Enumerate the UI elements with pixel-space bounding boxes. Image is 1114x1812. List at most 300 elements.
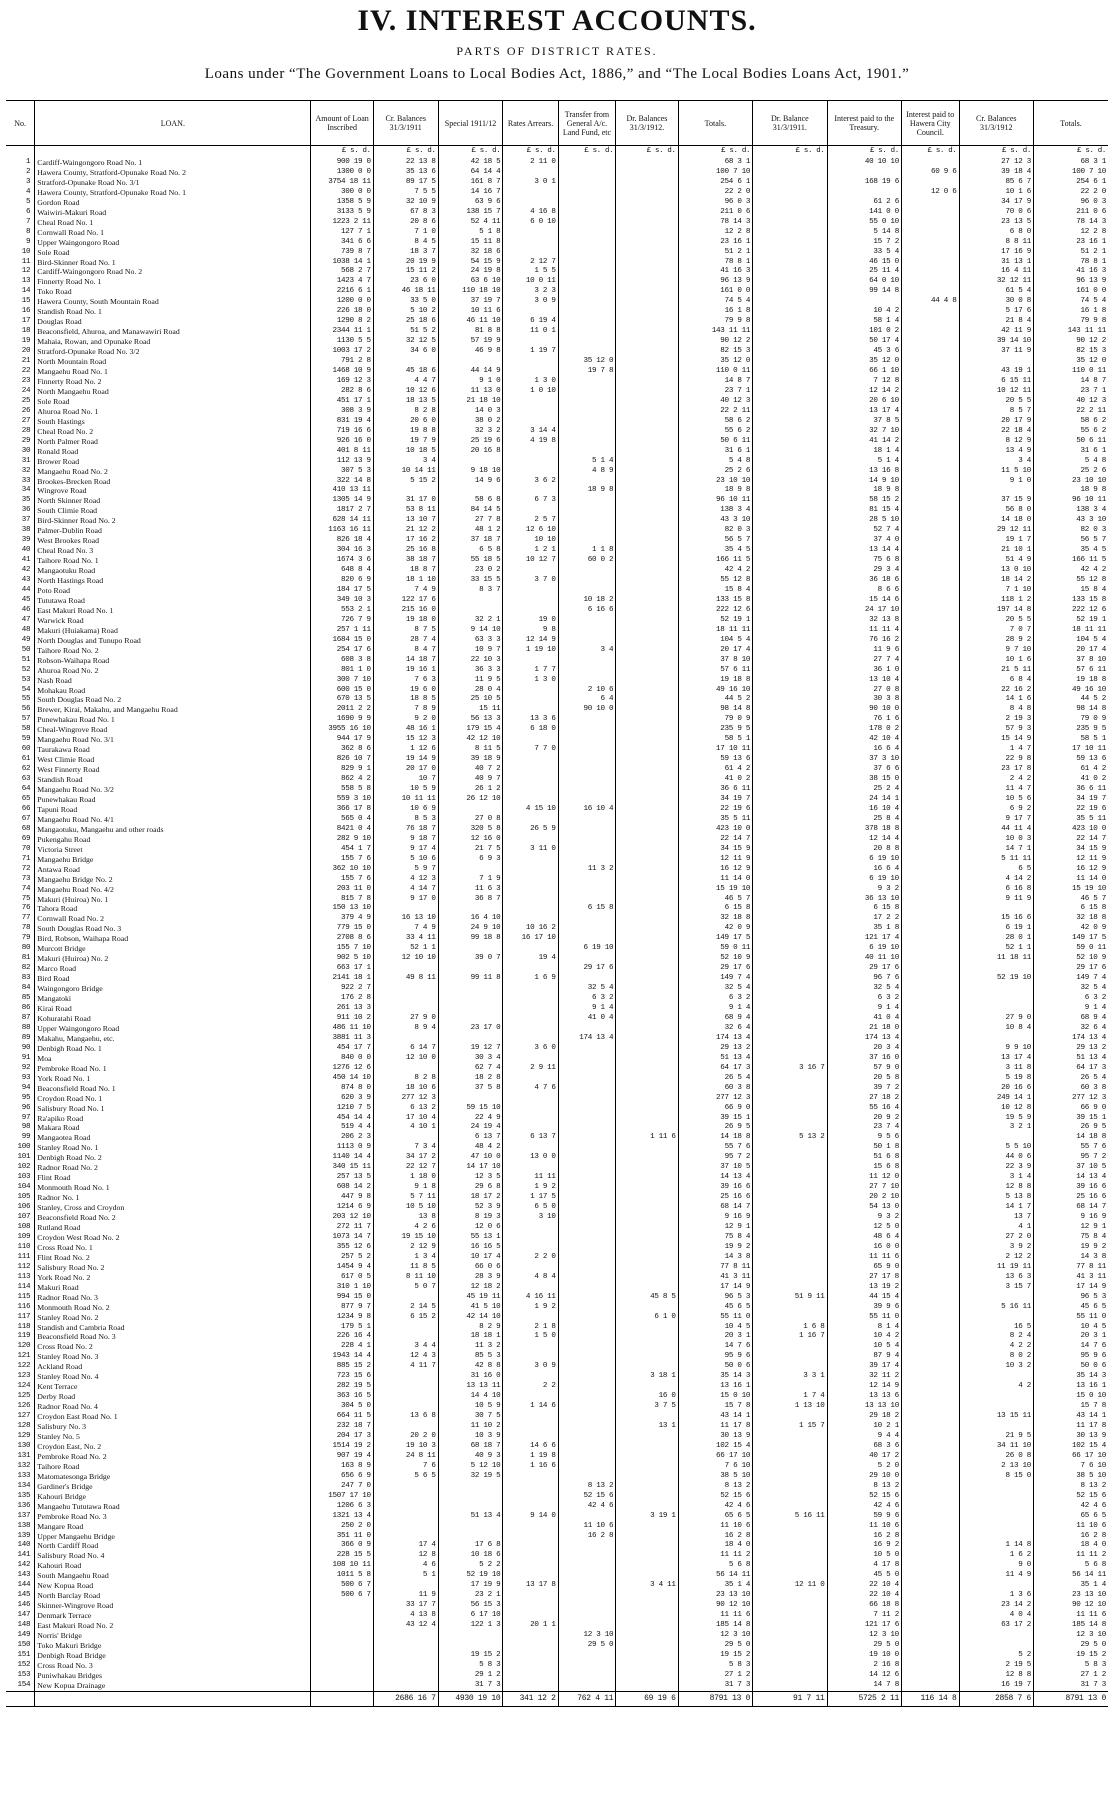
rates-arrears [503, 1313, 558, 1323]
row-number: 134 [17, 1481, 31, 1490]
interest-hawera [901, 1482, 959, 1492]
row-number: 54 [21, 685, 31, 694]
dr-balance-1912: 3 4 11 [616, 1581, 678, 1591]
amount-inscribed: 663 17 1 [311, 964, 373, 974]
totals-2-cell: 211 0 6 [1033, 208, 1108, 218]
rates-arrears [503, 1681, 558, 1691]
cr-balance-1911: 3 4 [373, 457, 438, 467]
totals-cell: 15 19 10 [678, 885, 752, 895]
totals-2-cell: 43 14 1 [1033, 1412, 1108, 1422]
rates-arrears [503, 795, 558, 805]
interest-hawera [901, 636, 959, 646]
interest-hawera [901, 1641, 959, 1651]
loan-name: Hawera County, Stratford-Opunake Road No. 2 [35, 168, 311, 178]
special-1911-12 [438, 457, 503, 467]
transfer-general [558, 974, 616, 984]
cr-balance-1911: 8 5 3 [373, 815, 438, 825]
dr-balance-1912 [616, 984, 678, 994]
totals-2-cell: 222 12 6 [1033, 606, 1108, 616]
interest-hawera [901, 676, 959, 686]
interest-hawera [901, 1382, 959, 1392]
table-row [6, 1601, 1108, 1611]
transfer-general [558, 656, 616, 666]
amount-inscribed: 250 2 0 [311, 1522, 373, 1532]
special-1911-12: 84 14 5 [438, 506, 503, 516]
dr-balance-1912 [616, 586, 678, 596]
dr-balance-1911 [753, 805, 827, 815]
cr-balance-1912: 31 13 1 [959, 258, 1033, 268]
interest-treasury: 14 9 10 [827, 477, 901, 487]
interest-treasury [827, 188, 901, 198]
row-number: 142 [17, 1561, 31, 1570]
amount-inscribed [311, 1621, 373, 1631]
totals-2-cell: 22 2 11 [1033, 407, 1108, 417]
table-row [6, 407, 1108, 417]
cr-balance-1912: 4 14 2 [959, 875, 1033, 885]
transfer-general [558, 1551, 616, 1561]
col-header-totals-2: Totals. [1033, 101, 1108, 146]
rates-arrears [503, 1014, 558, 1024]
dr-balance-1912 [616, 755, 678, 765]
cr-balance-1911 [373, 1502, 438, 1512]
cr-balance-1912: 37 11 9 [959, 347, 1033, 357]
loan-name: Beaconsfield, Ahuroa, and Manawawiri Road [35, 327, 311, 337]
interest-treasury: 6 19 10 [827, 875, 901, 885]
interest-hawera [901, 1293, 959, 1303]
loan-name: Stanley Road No. 1 [35, 1143, 311, 1153]
totals-cell: 17 14 9 [678, 1283, 752, 1293]
rates-arrears [503, 944, 558, 954]
amount-inscribed: 155 7 10 [311, 944, 373, 954]
table-row [6, 1671, 1108, 1681]
interest-treasury: 20 3 4 [827, 1044, 901, 1054]
table-row [6, 1074, 1108, 1084]
totals-2-cell: 15 19 10 [1033, 885, 1108, 895]
special-1911-12: 5 8 3 [438, 1661, 503, 1671]
dr-balance-1912 [616, 1014, 678, 1024]
dr-balance-1912 [616, 407, 678, 417]
interest-treasury: 9 4 4 [827, 1432, 901, 1442]
amount-inscribed: 155 7 6 [311, 855, 373, 865]
dr-balance-1912 [616, 198, 678, 208]
cr-balance-1911: 25 16 8 [373, 546, 438, 556]
dr-balance-1911 [753, 984, 827, 994]
totals-2-cell: 16 1 8 [1033, 307, 1108, 317]
col-header-interest-hawera: Interest paid to Hawera City Council. [901, 101, 959, 146]
cr-balance-1911: 6 15 2 [373, 1313, 438, 1323]
interest-treasury [827, 297, 901, 307]
dr-balance-1912 [616, 1303, 678, 1313]
interest-treasury: 29 3 4 [827, 566, 901, 576]
interest-hawera [901, 845, 959, 855]
amount-inscribed: 228 15 5 [311, 1551, 373, 1561]
interest-hawera [901, 486, 959, 496]
interest-hawera [901, 1601, 959, 1611]
loan-name: West Climie Road [35, 755, 311, 765]
row-number: 126 [17, 1402, 31, 1411]
totals-cell: 22 2 0 [678, 188, 752, 198]
totals-2-cell: 30 13 9 [1033, 1432, 1108, 1442]
interest-treasury: 27 17 8 [827, 1273, 901, 1283]
rates-arrears: 1 16 6 [503, 1462, 558, 1472]
totals-cell: 68 3 1 [678, 158, 752, 168]
totals-2-cell: 104 5 4 [1033, 636, 1108, 646]
cr-balance-1911: 10 18 5 [373, 447, 438, 457]
dr-balance-1911 [753, 865, 827, 875]
loan-name: Cornwall Road No. 1 [35, 228, 311, 238]
rates-arrears [503, 1004, 558, 1014]
cr-balance-1911: 2 12 9 [373, 1243, 438, 1253]
special-1911-12: 62 7 4 [438, 1064, 503, 1074]
cr-balance-1912: 10 3 2 [959, 1362, 1033, 1372]
transfer-general [558, 387, 616, 397]
row-number: 24 [21, 386, 31, 395]
cr-balance-1911: 3 4 4 [373, 1342, 438, 1352]
dr-balance-1912 [616, 815, 678, 825]
dr-balance-1912 [616, 1004, 678, 1014]
transfer-general [558, 1392, 616, 1402]
dr-balance-1911 [753, 1283, 827, 1293]
dr-balance-1912: 13 1 [616, 1422, 678, 1432]
cr-balance-1911: 19 7 9 [373, 437, 438, 447]
interest-treasury: 20 2 10 [827, 1193, 901, 1203]
totals-cell: 5 8 3 [678, 1661, 752, 1671]
table-row [6, 267, 1108, 277]
amount-inscribed: 379 4 9 [311, 914, 373, 924]
totals-cell: 18 11 11 [678, 626, 752, 636]
table-row [6, 705, 1108, 715]
loan-name: Mangaehu Road No. 3/2 [35, 785, 311, 795]
transfer-general [558, 875, 616, 885]
dr-balance-1912 [616, 1233, 678, 1243]
amount-inscribed: 366 0 9 [311, 1541, 373, 1551]
totals-2-cell: 27 1 2 [1033, 1671, 1108, 1681]
special-1911-12 [438, 994, 503, 1004]
rates-arrears [503, 1422, 558, 1432]
interest-hawera [901, 1133, 959, 1143]
special-1911-12: 13 13 11 [438, 1382, 503, 1392]
totals-2-cell: 161 0 0 [1033, 287, 1108, 297]
cr-balance-1911: 4 12 3 [373, 875, 438, 885]
dr-balance-1912 [616, 496, 678, 506]
totals-cell: 19 9 2 [678, 1243, 752, 1253]
interest-treasury: 40 17 2 [827, 1452, 901, 1462]
interest-hawera [901, 1203, 959, 1213]
interest-treasury: 87 9 4 [827, 1352, 901, 1362]
totals-2-cell: 66 17 10 [1033, 1452, 1108, 1462]
totals-2-cell: 56 14 11 [1033, 1571, 1108, 1581]
dr-balance-1911 [753, 228, 827, 238]
table-row [6, 198, 1108, 208]
dr-balance-1911: 3 16 7 [753, 1064, 827, 1074]
special-1911-12 [438, 865, 503, 875]
dr-balance-1911: 51 9 11 [753, 1293, 827, 1303]
amount-inscribed: 8421 0 4 [311, 825, 373, 835]
interest-treasury: 22 10 4 [827, 1581, 901, 1591]
row-number: 119 [17, 1332, 31, 1341]
cr-balance-1911: 23 6 0 [373, 277, 438, 287]
interest-treasury: 5 1 4 [827, 457, 901, 467]
totals-2-cell: 44 5 2 [1033, 695, 1108, 705]
transfer-general [558, 1203, 616, 1213]
interest-hawera [901, 606, 959, 616]
transfer-general: 32 5 4 [558, 984, 616, 994]
transfer-general [558, 1123, 616, 1133]
totals-2-cell: 23 13 10 [1033, 1591, 1108, 1601]
interest-hawera [901, 735, 959, 745]
special-1911-12 [438, 357, 503, 367]
row-number: 70 [21, 844, 31, 853]
dr-balance-1911: 1 13 10 [753, 1402, 827, 1412]
interest-treasury: 36 13 10 [827, 895, 901, 905]
amount-inscribed: 1468 10 9 [311, 367, 373, 377]
rates-arrears: 3 6 0 [503, 1044, 558, 1054]
col-header-special: Special 1911/12 [438, 101, 503, 146]
interest-treasury: 174 13 4 [827, 1034, 901, 1044]
row-number: 154 [17, 1680, 31, 1689]
cr-balance-1912: 19 5 9 [959, 1114, 1033, 1124]
unit-label [6, 146, 35, 159]
interest-treasury: 18 9 8 [827, 486, 901, 496]
loan-name: Standish Road [35, 775, 311, 785]
dr-balance-1911 [753, 347, 827, 357]
transfer-general [558, 845, 616, 855]
amount-inscribed: 203 11 0 [311, 885, 373, 895]
table-row [6, 546, 1108, 556]
special-1911-12: 14 16 7 [438, 188, 503, 198]
table-row [6, 447, 1108, 457]
totals-cell: 96 0 3 [678, 198, 752, 208]
dr-balance-1912 [616, 317, 678, 327]
totals-2-cell: 40 12 3 [1033, 397, 1108, 407]
table-row [6, 178, 1108, 188]
transfer-general [558, 775, 616, 785]
interest-hawera [901, 1442, 959, 1452]
rates-arrears: 4 15 10 [503, 805, 558, 815]
totals-cell: 39 15 1 [678, 1114, 752, 1124]
interest-hawera [901, 208, 959, 218]
cr-balance-1911: 4 11 7 [373, 1362, 438, 1372]
row-number: 8 [26, 227, 31, 236]
cr-balance-1911 [373, 1323, 438, 1333]
row-number: 82 [21, 964, 31, 973]
cr-balance-1912: 14 1 6 [959, 695, 1033, 705]
row-number: 62 [21, 765, 31, 774]
cr-balance-1911 [373, 1064, 438, 1074]
dr-balance-1912: 3 19 1 [616, 1512, 678, 1522]
totals-cell: 35 1 4 [678, 1581, 752, 1591]
interest-treasury: 46 15 0 [827, 258, 901, 268]
interest-treasury: 39 7 2 [827, 1084, 901, 1094]
interest-treasury: 61 2 6 [827, 198, 901, 208]
table-row [6, 377, 1108, 387]
loan-name: Douglas Road [35, 317, 311, 327]
rates-arrears [503, 855, 558, 865]
dr-balance-1911 [753, 745, 827, 755]
dr-balance-1911 [753, 576, 827, 586]
row-number: 121 [17, 1352, 31, 1361]
loan-name: Matomatesonga Bridge [35, 1472, 311, 1482]
amount-inscribed: 1011 5 8 [311, 1571, 373, 1581]
interest-hawera [901, 1362, 959, 1372]
rates-arrears: 1 6 9 [503, 974, 558, 984]
rates-arrears [503, 397, 558, 407]
interest-treasury: 39 9 6 [827, 1303, 901, 1313]
transfer-general [558, 258, 616, 268]
dr-balance-1911 [753, 1263, 827, 1273]
amount-inscribed: 228 4 1 [311, 1342, 373, 1352]
rates-arrears [503, 596, 558, 606]
loan-name: Croydon East, No. 2 [35, 1442, 311, 1452]
table-row [6, 735, 1108, 745]
loan-name: Stanley Road No. 3 [35, 1352, 311, 1362]
totals-cell: 5 6 8 [678, 1561, 752, 1571]
transfer-general [558, 1342, 616, 1352]
loan-name: Cross Road No. 1 [35, 1243, 311, 1253]
cr-balance-1911: 8 9 4 [373, 1024, 438, 1034]
row-number: 88 [21, 1023, 31, 1032]
row-number: 150 [17, 1641, 31, 1650]
loan-name: Stanley No. 5 [35, 1432, 311, 1442]
interest-hawera [901, 626, 959, 636]
row-number: 22 [21, 367, 31, 376]
table-body [6, 146, 1108, 1707]
transfer-general [558, 277, 616, 287]
amount-inscribed: 307 5 3 [311, 467, 373, 477]
loan-name: Palmer-Dublin Road [35, 526, 311, 536]
totals-cell: 104 5 4 [678, 636, 752, 646]
loan-name: Puniwhakau Bridges [35, 1671, 311, 1681]
dr-balance-1911 [753, 427, 827, 437]
totals-cell: 78 8 1 [678, 258, 752, 268]
loan-name: Bird Road [35, 974, 311, 984]
amount-inscribed: 791 2 8 [311, 357, 373, 367]
rates-arrears: 1 19 8 [503, 1452, 558, 1462]
dr-balance-1911 [753, 1352, 827, 1362]
totals-cell: 68 9 4 [678, 1014, 752, 1024]
dr-balance-1912 [616, 1044, 678, 1054]
rates-arrears [503, 1352, 558, 1362]
totals-2-cell: 149 17 5 [1033, 934, 1108, 944]
loan-name: Hawera County, Stratford-Opunake Road No. 1 [35, 188, 311, 198]
cr-balance-1911: 28 7 4 [373, 636, 438, 646]
totals-cell: 66 17 10 [678, 1452, 752, 1462]
table-row [6, 417, 1108, 427]
totals-cell: 30 13 9 [678, 1432, 752, 1442]
totals-2-cell: 52 10 9 [1033, 954, 1108, 964]
totals-2-cell: 12 2 8 [1033, 228, 1108, 238]
totals-2-cell: 58 6 2 [1033, 417, 1108, 427]
table-row [6, 1452, 1108, 1462]
transfer-general [558, 815, 616, 825]
dr-balance-1912 [616, 307, 678, 317]
cr-balance-1912 [959, 1532, 1033, 1542]
dr-balance-1911 [753, 964, 827, 974]
cr-balance-1912: 9 7 10 [959, 646, 1033, 656]
totals-2-cell: 98 14 8 [1033, 705, 1108, 715]
cr-balance-1911 [373, 1532, 438, 1542]
dr-balance-1912 [616, 666, 678, 676]
transfer-general: 1 1 8 [558, 546, 616, 556]
totals-2-cell: 50 0 6 [1033, 1362, 1108, 1372]
special-1911-12: 57 19 9 [438, 337, 503, 347]
interest-hawera [901, 307, 959, 317]
special-1911-12 [438, 984, 503, 994]
cr-balance-1912: 249 14 1 [959, 1094, 1033, 1104]
cr-balance-1912: 57 9 3 [959, 725, 1033, 735]
table-row [6, 1153, 1108, 1163]
interest-hawera [901, 566, 959, 576]
loan-name: Derby Road [35, 1392, 311, 1402]
cr-balance-1911: 11 8 5 [373, 1263, 438, 1273]
totals-cell: 211 0 6 [678, 208, 752, 218]
cr-balance-1912 [959, 1313, 1033, 1323]
dr-balance-1912 [616, 397, 678, 407]
transfer-general [558, 954, 616, 964]
amount-inscribed: 176 2 8 [311, 994, 373, 1004]
loan-name: Tapuni Road [35, 805, 311, 815]
loan-name: Monmouth Road No. 2 [35, 1303, 311, 1313]
interest-treasury: 13 14 4 [827, 546, 901, 556]
rates-arrears: 6 5 0 [503, 1203, 558, 1213]
table-row [6, 1462, 1108, 1472]
dr-balance-1912 [616, 1532, 678, 1542]
amount-inscribed: 2141 18 1 [311, 974, 373, 984]
amount-inscribed: 568 2 7 [311, 267, 373, 277]
dr-balance-1912 [616, 467, 678, 477]
totals-2-cell: 90 12 2 [1033, 337, 1108, 347]
special-1911-12: 28 3 9 [438, 1273, 503, 1283]
interest-treasury: 29 10 0 [827, 1472, 901, 1482]
dr-balance-1912 [616, 875, 678, 885]
totals-2-cell: 42 4 6 [1033, 1502, 1108, 1512]
dr-balance-1911 [753, 496, 827, 506]
table-row [6, 297, 1108, 307]
interest-treasury: 5 14 8 [827, 228, 901, 238]
interest-treasury: 37 16 0 [827, 1054, 901, 1064]
rates-arrears [503, 1123, 558, 1133]
loan-name: Denbigh Road No. 2 [35, 1153, 311, 1163]
cr-balance-1912: 197 14 8 [959, 606, 1033, 616]
row-number: 133 [17, 1471, 31, 1480]
interest-treasury: 25 2 4 [827, 785, 901, 795]
totals-2-cell: 32 6 4 [1033, 1024, 1108, 1034]
special-1911-12: 29 1 2 [438, 1671, 503, 1681]
totals-cell: 20 3 1 [678, 1332, 752, 1342]
col-header-dr-1912: Dr. Balances 31/3/1912. [616, 101, 678, 146]
table-row [6, 1631, 1108, 1641]
table-row [6, 765, 1108, 775]
special-1911-12: 32 2 1 [438, 616, 503, 626]
table-row [6, 486, 1108, 496]
dr-balance-1912 [616, 865, 678, 875]
loan-name: Cheal-Wingrove Road [35, 725, 311, 735]
amount-inscribed: 1130 5 5 [311, 337, 373, 347]
cr-balance-1911 [373, 1641, 438, 1651]
transfer-general [558, 417, 616, 427]
rates-arrears [503, 1641, 558, 1651]
loan-name: Radnor Road No. 4 [35, 1402, 311, 1412]
interest-hawera [901, 367, 959, 377]
interest-treasury: 40 11 10 [827, 954, 901, 964]
col-header-loan: LOAN. [35, 101, 311, 146]
loan-name: Cheal Road No. 3 [35, 546, 311, 556]
special-1911-12: 14 4 10 [438, 1392, 503, 1402]
loan-name: Kent Terrace [35, 1382, 311, 1392]
rates-arrears: 1 3 0 [503, 676, 558, 686]
amount-inscribed: 1200 0 0 [311, 297, 373, 307]
table-row [6, 1293, 1108, 1303]
